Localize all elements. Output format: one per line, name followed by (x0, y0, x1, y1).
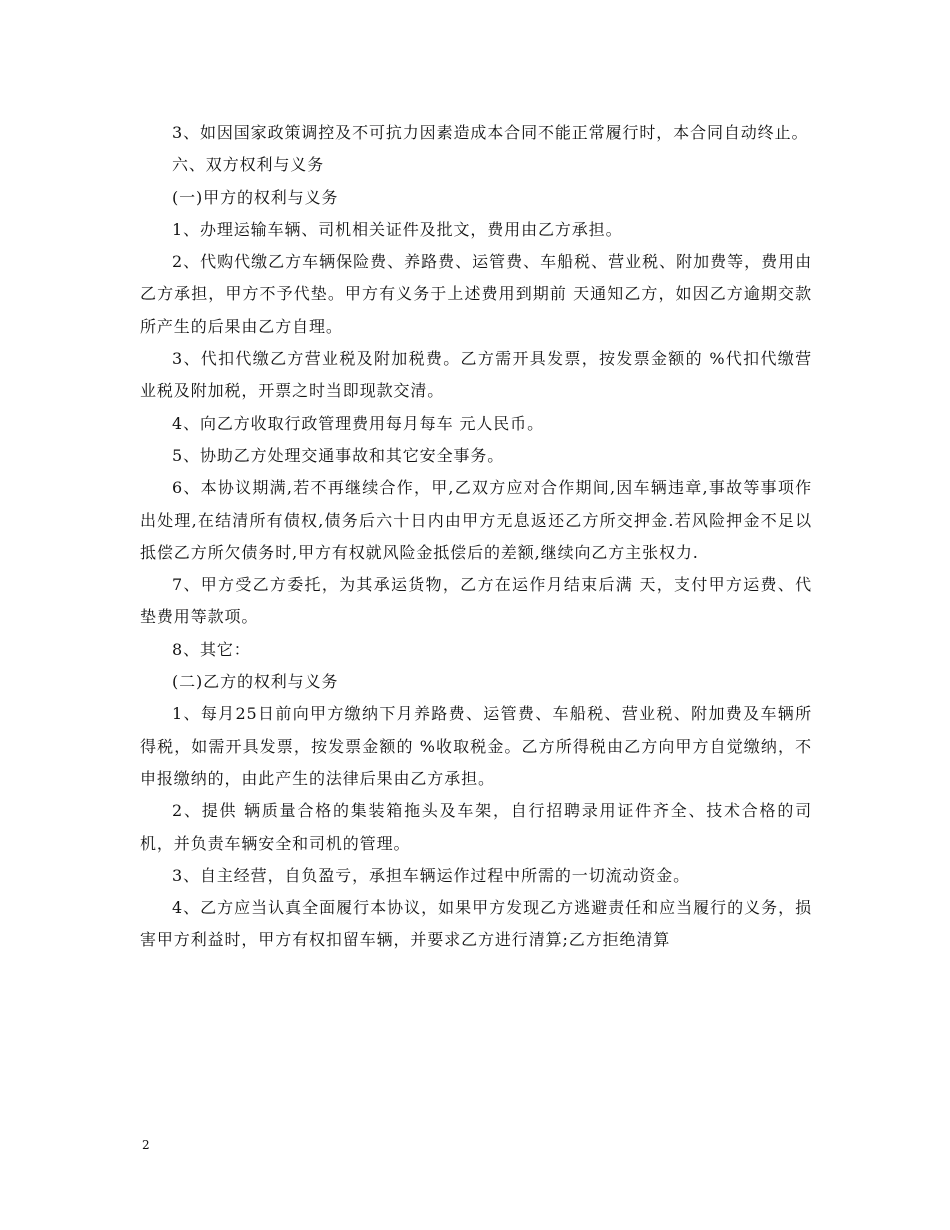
document-body (140, 117, 812, 957)
paragraph-party-b-1: 1、每月25日前向甲方缴纳下月养路费、运管费、车船税、营业税、附加费及车辆所得税，如需开具发票，按发票金额的 %收取税金。乙方所得税由乙方向甲方自觉缴纳，不申报缴纳的，由此产生的法律后果由乙方承担。 (140, 704, 812, 788)
paragraph-party-a-1: 1、办理运输车辆、司机相关证件及批文，费用由乙方承担。 (172, 219, 623, 239)
paragraph-party-a-5: 5、协助乙方处理交通事故和其它安全事务。 (172, 445, 505, 465)
subsection-heading-party-a: (一)甲方的权利与义务 (172, 187, 339, 207)
page-number: 2 (142, 1138, 150, 1152)
paragraph-party-a-8: 8、其它： (172, 639, 251, 659)
paragraph-party-b-3: 3、自主经营，自负盈亏，承担车辆运作过程中所需的一切流动资金。 (172, 865, 691, 885)
paragraph-party-a-6: 6、本协议期满,若不再继续合作，甲,乙双方应对合作期间,因车辆违章,事故等事项作出处理,在结清所有债权,债务后六十日内由甲方无息返还乙方所交押金.若风险押金不足以抵偿乙方所欠债务时,甲方有权就风险金抵偿后的差额,继续向乙方主张权力. (140, 478, 812, 562)
subsection-heading-party-b: (二)乙方的权利与义务 (172, 672, 339, 692)
paragraph-termination: 3、如因国家政策调控及不可抗力因素造成本合同不能正常履行时，本合同自动终止。 (172, 123, 809, 142)
paragraph-party-a-3: 3、代扣代缴乙方营业税及附加税费。乙方需开具发票，按发票金额的 %代扣代缴营业税及附加税，开票之时当即现款交清。 (140, 349, 812, 401)
section-heading-rights-obligations: 六、双方权利与义务 (172, 155, 325, 175)
paragraph-party-a-4: 4、向乙方收取行政管理费用每月每车 元人民币。 (172, 413, 544, 433)
paragraph-party-b-4: 4、乙方应当认真全面履行本协议，如果甲方发现乙方逃避责任和应当履行的义务，损害甲方利益时，甲方有权扣留车辆，并要求乙方进行清算;乙方拒绝清算 (140, 898, 812, 950)
paragraph-party-a-2: 2、代购代缴乙方车辆保险费、养路费、运管费、车船税、营业税、附加费等，费用由乙方承担，甲方不予代垫。甲方有义务于上述费用到期前 天通知乙方，如因乙方逾期交款所产生的后果由乙方自理。 (140, 252, 812, 336)
paragraph-party-b-2: 2、提供 辆质量合格的集装箱拖头及车架，自行招聘录用证件齐全、技术合格的司机，并负责车辆安全和司机的管理。 (140, 801, 812, 853)
paragraph-party-a-7: 7、甲方受乙方委托，为其承运货物，乙方在运作月结束后满 天，支付甲方运费、代垫费用等款项。 (140, 575, 812, 627)
